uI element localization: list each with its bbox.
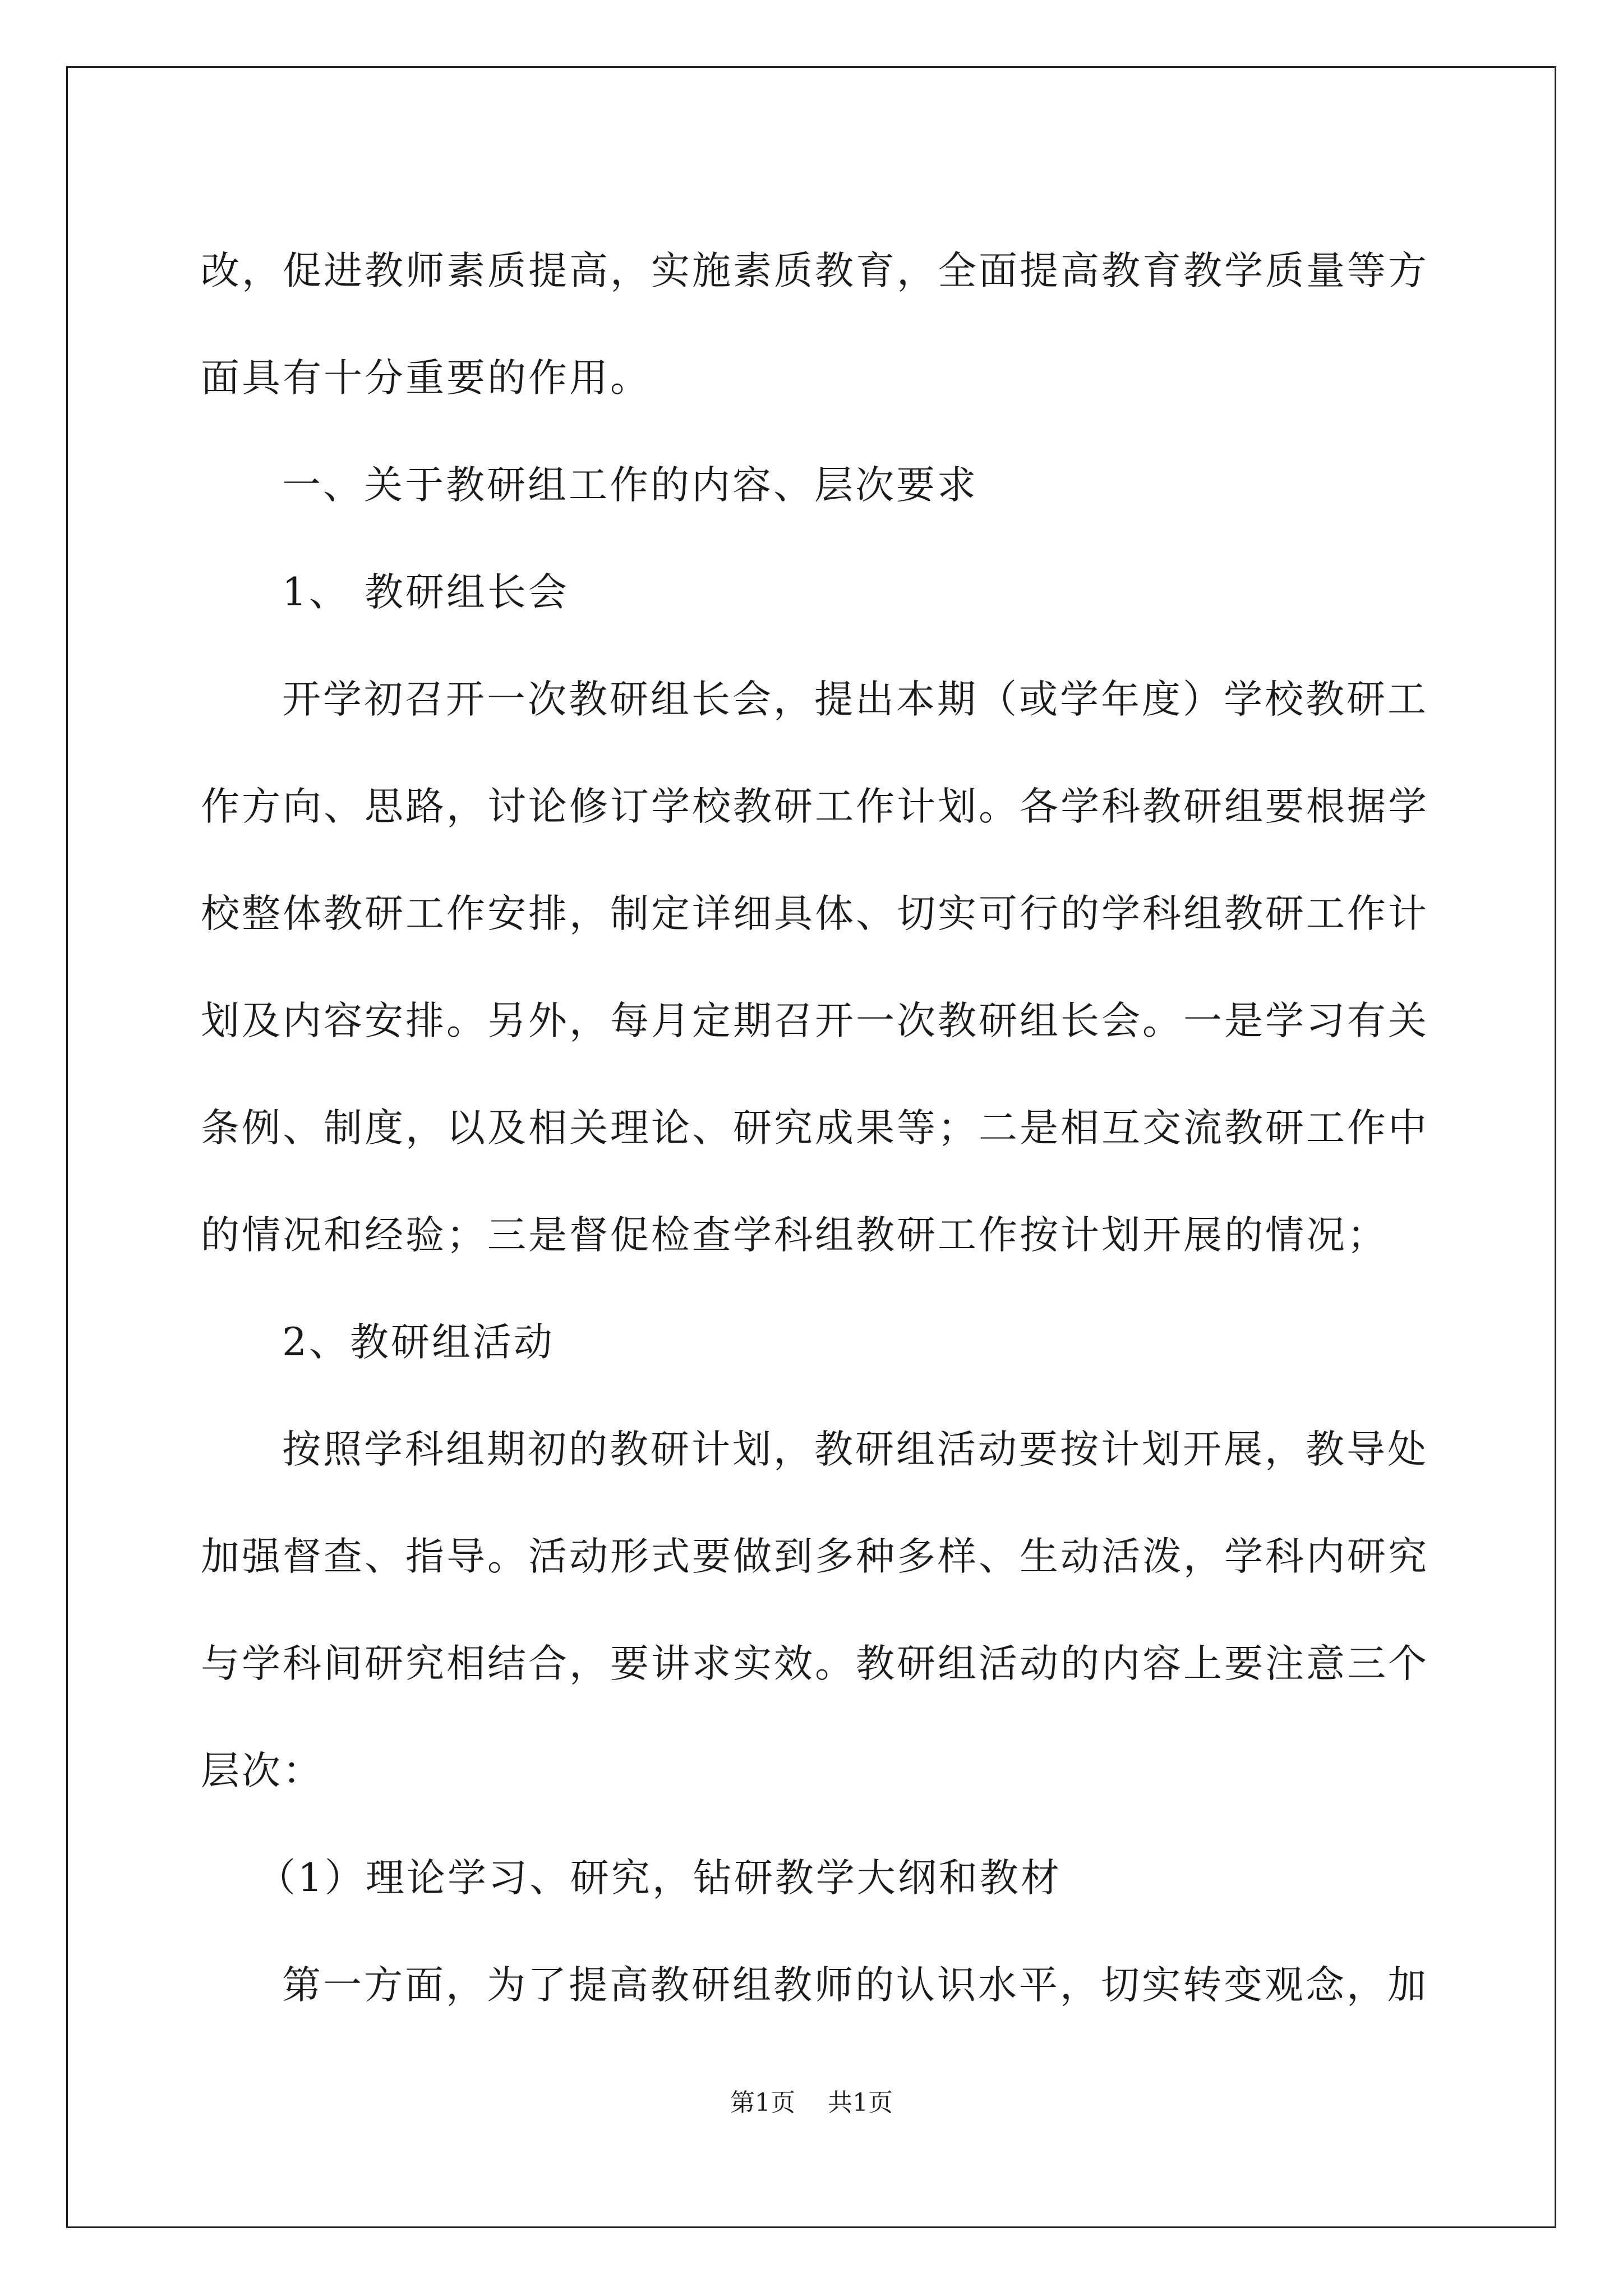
- paragraph-line: 作方向、思路，讨论修订学校教研工作计划。各学科教研组要根据学: [201, 784, 1429, 829]
- page-footer: [0, 2082, 1623, 2118]
- paragraph-line: 开学初召开一次教研组长会，提出本期（或学年度）学校教研工: [282, 677, 1428, 722]
- paragraph-line: 条例、制度，以及相关理论、研究成果等；二是相互交流教研工作中: [201, 1106, 1429, 1151]
- paragraph-line: 与学科间研究相结合，要讲求实效。教研组活动的内容上要注意三个: [201, 1641, 1429, 1686]
- paragraph-line: 改，促进教师素质提高，实施素质教育，全面提高教育教学质量等方: [201, 249, 1429, 293]
- paragraph-line: 校整体教研工作安排，制定详细具体、切实可行的学科组教研工作计: [201, 891, 1429, 936]
- page-number: 第1页: [730, 2088, 795, 2117]
- paragraph-line: 的情况和经验；三是督促检查学科组教研工作按计划开展的情况；: [201, 1213, 1388, 1258]
- paragraph-line: 面具有十分重要的作用。: [201, 356, 651, 401]
- paragraph-line: 加强督查、指导。活动形式要做到多种多样、生动活泼，学科内研究: [201, 1534, 1429, 1579]
- subsection-heading: 1、 教研组长会: [282, 570, 569, 615]
- page-total: 共1页: [828, 2088, 893, 2117]
- item-heading: （1）理论学习、研究，钻研教学大纲和教材: [257, 1856, 1062, 1901]
- paragraph-line: 层次：: [201, 1749, 324, 1793]
- document-body: [201, 218, 1440, 2039]
- subsection-heading: 2、教研组活动: [282, 1320, 555, 1365]
- section-heading: 一、关于教研组工作的内容、层次要求: [282, 463, 978, 508]
- paragraph-line: 第一方面，为了提高教研组教师的认识水平，切实转变观念，加: [282, 1963, 1428, 2008]
- paragraph-line: 划及内容安排。另外，每月定期召开一次教研组长会。一是学习有关: [201, 999, 1429, 1043]
- paragraph-line: 按照学科组期初的教研计划，教研组活动要按计划开展，教导处: [282, 1427, 1428, 1472]
